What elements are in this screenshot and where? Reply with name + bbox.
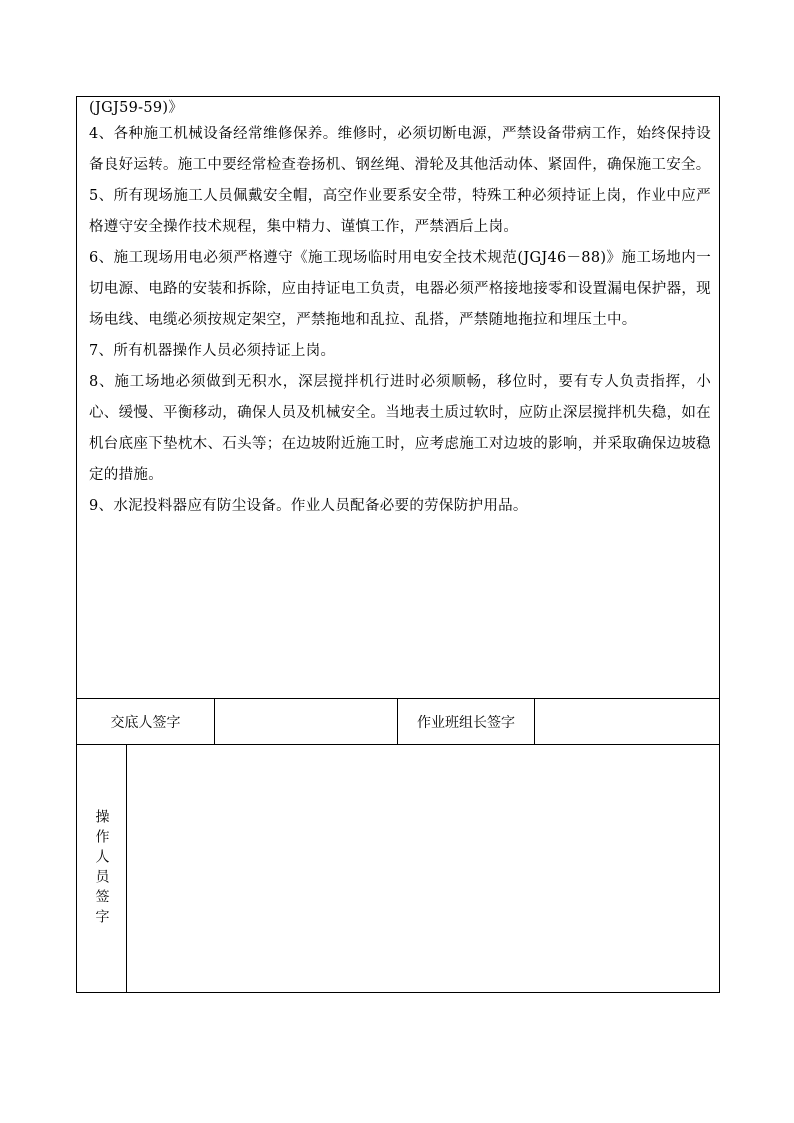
paragraph-item-7: 7、所有机器操作人员必须持证上岗。 <box>89 343 336 359</box>
team-leader-signature-label: 作业班组长签字 <box>398 699 535 744</box>
operators-signature-row <box>77 745 719 992</box>
discloser-signature-field[interactable] <box>215 699 398 744</box>
paragraph-item-4: 4、各种施工机械设备经常维修保养。维修时，必须切断电源，严禁设备带病工作，始终保持设备良好运转。施工中要经常检查卷扬机、钢丝绳、滑轮及其他活动体、紧固件，确保施工安全。 <box>89 126 711 173</box>
disclosure-form <box>76 96 720 993</box>
paragraph-item-8: 8、施工场地必须做到无积水，深层搅拌机行进时必须顺畅，移位时，要有专人负责指挥，小心、缓慢、平衡移动，确保人员及机械安全。当地表土质过软时，应防止深层搅拌机失稳，如在机台底座下垫枕木、石头等；在边坡附近施工时，应考虑施工对边坡的影响，并采取确保边坡稳定的措施。 <box>89 374 711 483</box>
signature-row <box>77 699 719 745</box>
operators-signature-field[interactable] <box>127 745 719 992</box>
discloser-signature-label: 交底人签字 <box>77 699 215 744</box>
paragraph-item-9: 9、水泥投料器应有防尘设备。作业人员配备必要的劳保防护用品。 <box>89 498 528 514</box>
paragraph-continuation: (JGJ59-59)》 <box>89 100 184 116</box>
operators-signature-label-text: 操作人员签字 <box>93 808 110 929</box>
paragraph-item-5: 5、所有现场施工人员佩戴安全帽，高空作业要系安全带，特殊工种必须持证上岗，作业中应严格遵守安全操作技术规程，集中精力、谨慎工作，严禁酒后上岗。 <box>89 188 711 235</box>
team-leader-signature-field[interactable] <box>535 699 719 744</box>
safety-content <box>77 97 719 699</box>
paragraph-item-6: 6、施工现场用电必须严格遵守《施工现场临时用电安全技术规范(JGJ46－88)》施工场地内一切电源、电路的安装和拆除，应由持证电工负责，电器必须严格接地接零和设置漏电保护器，现场电线、电缆必须按规定架空，严禁拖地和乱拉、乱搭，严禁随地拖拉和埋压土中。 <box>89 250 711 328</box>
operators-signature-label <box>77 745 127 992</box>
